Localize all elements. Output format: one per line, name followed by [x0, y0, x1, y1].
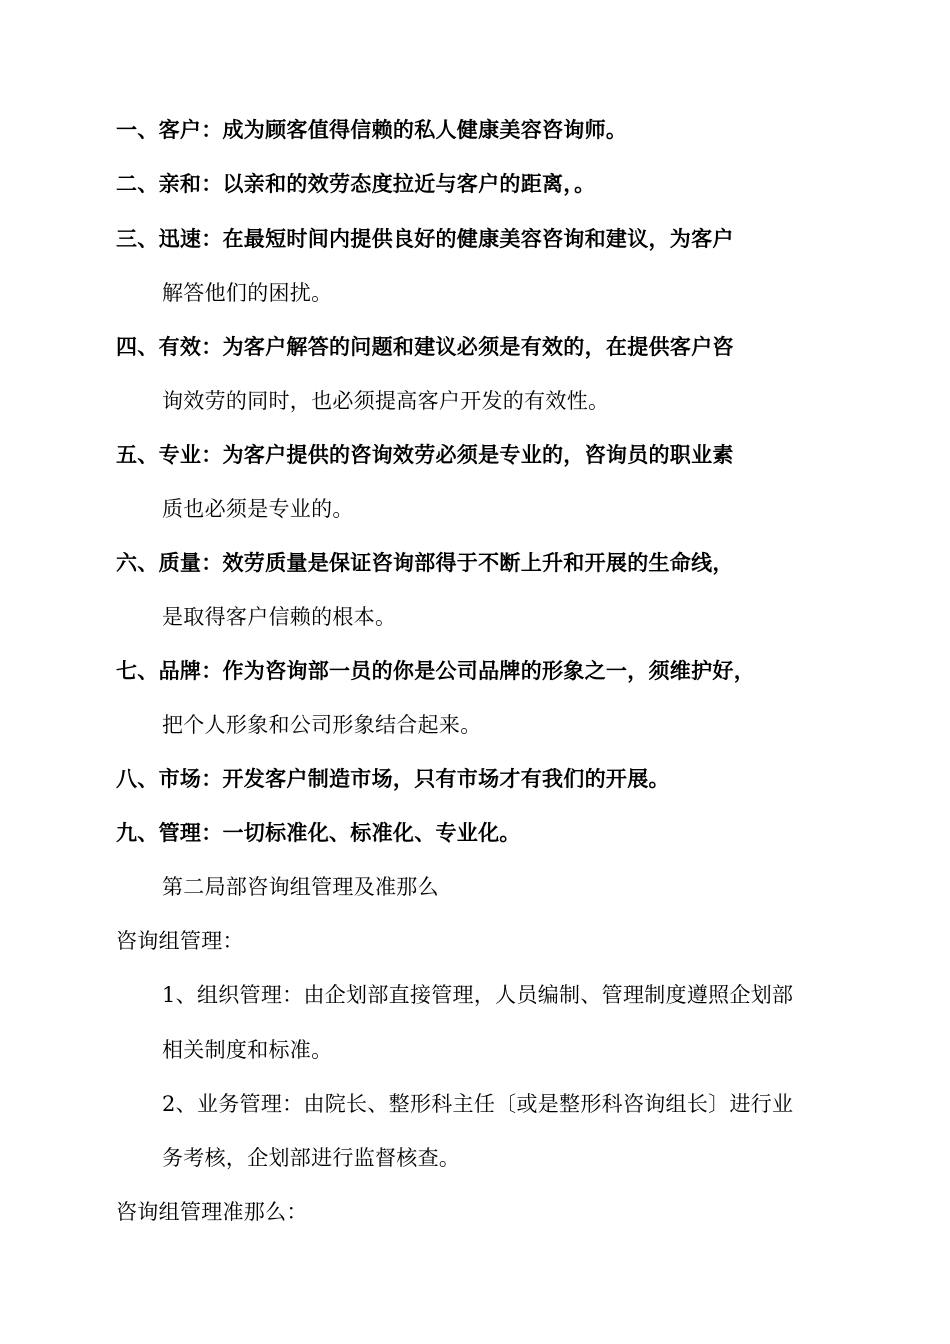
principle-5-continuation: 质也必须是专业的。: [162, 497, 354, 521]
management-title: 咨询组管理：: [116, 929, 244, 953]
section-heading: 第二局部咨询组管理及准那么: [162, 875, 439, 899]
principle-4: 四、有效：为客户解答的问题和建议必须是有效的，在提供客户咨: [116, 334, 734, 359]
principle-3: 三、迅速：在最短时间内提供良好的健康美容咨询和建议，为客户: [116, 226, 734, 251]
rules-title: 咨询组管理准那么：: [116, 1200, 308, 1224]
management-item-1: 1、组织管理：由企划部直接管理，人员编制、管理制度遵照企划部: [162, 983, 794, 1007]
principle-6-continuation: 是取得客户信赖的根本。: [162, 605, 397, 629]
principle-5: 五、专业：为客户提供的咨询效劳必须是专业的，咨询员的职业素: [116, 442, 734, 467]
principle-8: 八、市场：开发客户制造市场，只有市场才有我们的开展。: [116, 766, 670, 791]
principle-4-continuation: 询效劳的同时，也必须提高客户开发的有效性。: [162, 389, 610, 413]
principle-1: 一、客户：成为顾客值得信赖的私人健康美容咨询师。: [116, 117, 628, 142]
principle-6: 六、质量：效劳质量是保证咨询部得于不断上升和开展的生命线，: [116, 550, 734, 575]
principle-9: 九、管理：一切标准化、标准化、专业化。: [116, 820, 521, 845]
management-item-2: 2、业务管理：由院长、整形科主任〔或是整形科咨询组长〕进行业: [162, 1092, 794, 1116]
principle-7: 七、品牌：作为咨询部一员的你是公司品牌的形象之一，须维护好，: [116, 658, 755, 683]
principle-2: 二、亲和：以亲和的效劳态度拉近与客户的距离，。: [116, 171, 596, 196]
principle-7-continuation: 把个人形象和公司形象结合起来。: [162, 713, 482, 737]
principle-3-continuation: 解答他们的困扰。: [162, 281, 333, 305]
management-item-1-continuation: 相关制度和标准。: [162, 1038, 333, 1062]
management-item-2-continuation: 务考核，企划部进行监督核查。: [162, 1146, 461, 1170]
